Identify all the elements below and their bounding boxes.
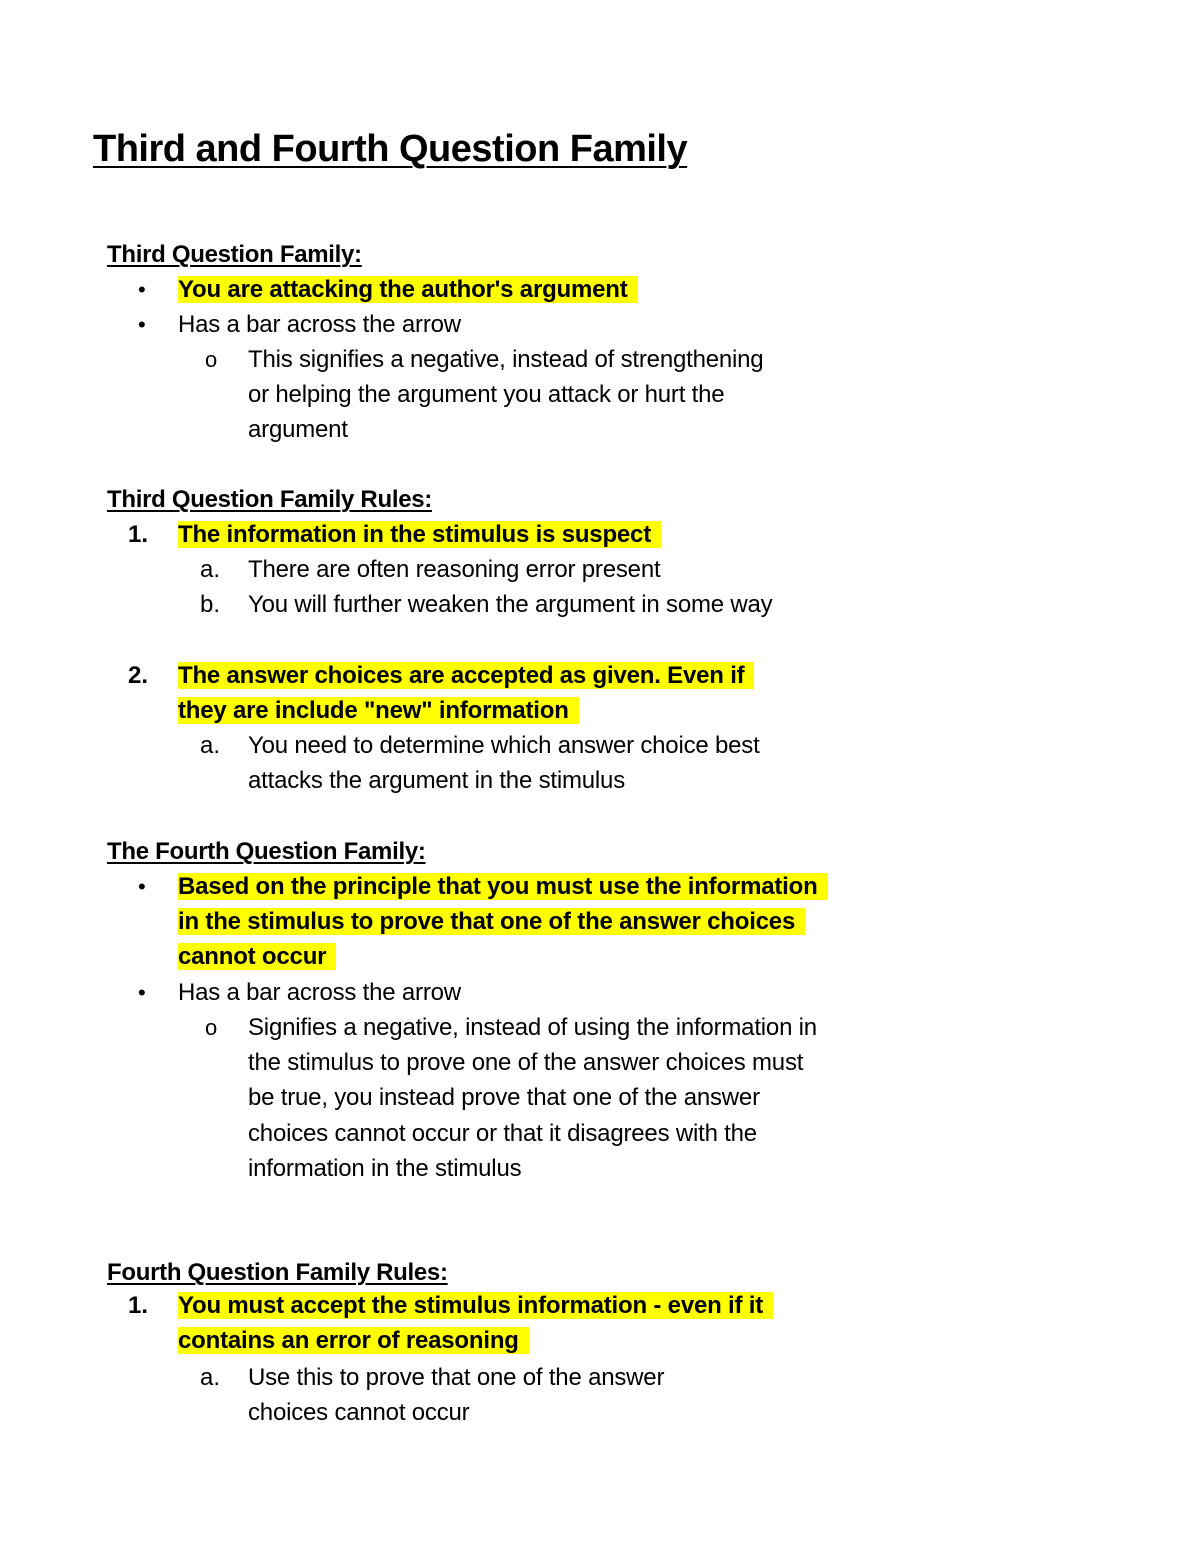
list-item: Has a bar across the arrow	[178, 311, 461, 338]
document-title: Third and Fourth Question Family	[93, 128, 688, 170]
highlighted-text: You are attacking the author's argument	[178, 276, 638, 303]
list-item	[178, 517, 798, 552]
list-item	[178, 1288, 828, 1358]
highlighted-text: The information in the stimulus is suspect	[178, 521, 661, 548]
list-item: You need to determine which answer choice best attacks the argument in the stimulus	[248, 732, 760, 795]
section-heading-third-family-rules: Third Question Family Rules:	[107, 486, 432, 513]
section-heading-fourth-family-rules: Fourth Question Family Rules:	[107, 1259, 448, 1286]
list-letter: a.	[200, 556, 221, 583]
list-item: Use this to prove that one of the answer choices cannot occur	[248, 1364, 665, 1427]
bullet-icon: •	[138, 874, 146, 899]
list-item: There are often reasoning error present	[248, 556, 661, 583]
section-heading-third-family: Third Question Family:	[107, 241, 362, 268]
bullet-icon: •	[138, 980, 146, 1005]
list-number: 1.	[128, 521, 149, 548]
list-letter: b.	[200, 591, 221, 618]
list-item: Signifies a negative, instead of using the information in the stimulus to prove one of the answer choices must be true, you instead prove that one of the answer choices cannot occur or that it disagrees with the information in the stimulus	[248, 1014, 817, 1182]
section-heading-fourth-family: The Fourth Question Family:	[107, 838, 426, 865]
list-number: 2.	[128, 662, 149, 689]
list-item: This signifies a negative, instead of strengthening or helping the argument you attack or hurt the argument	[248, 346, 764, 444]
list-number: 1.	[128, 1292, 149, 1319]
list-item	[178, 272, 778, 307]
highlighted-text: You must accept the stimulus information - even if it contains an error of reasoning	[178, 1292, 773, 1354]
list-item: Has a bar across the arrow	[178, 979, 461, 1006]
highlighted-text: The answer choices are accepted as given. Even if they are include "new" information	[178, 662, 754, 724]
bullet-icon: •	[138, 312, 146, 337]
list-item	[178, 869, 818, 975]
list-item: You will further weaken the argument in some way	[248, 591, 773, 618]
hollow-circle-icon: o	[205, 1015, 218, 1040]
list-item	[178, 658, 790, 728]
list-letter: a.	[200, 732, 221, 759]
highlighted-text: Based on the principle that you must use the information in the stimulus to prove that one of the answer choices cannot occur	[178, 873, 828, 970]
bullet-icon: •	[138, 277, 146, 302]
hollow-circle-icon: o	[205, 347, 218, 372]
list-letter: a.	[200, 1364, 221, 1391]
